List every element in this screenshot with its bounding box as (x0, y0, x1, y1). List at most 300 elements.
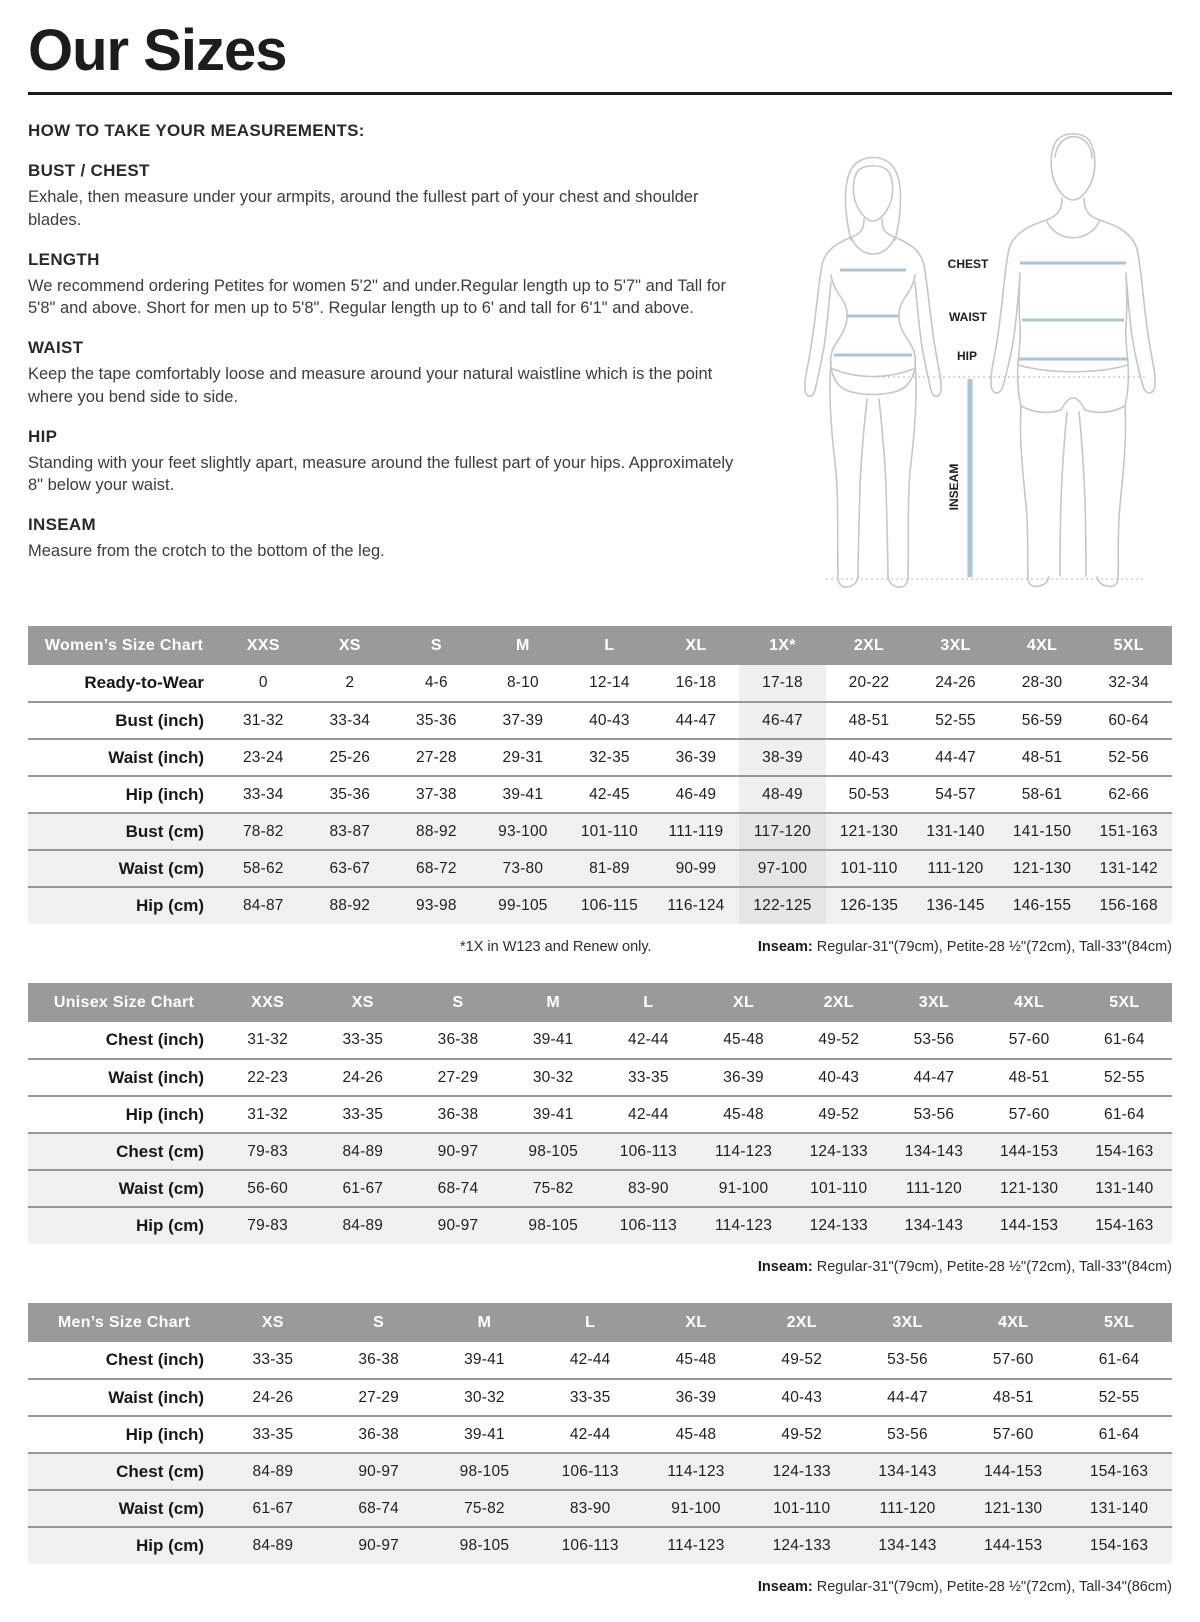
size-cell: 90-97 (437, 1217, 479, 1234)
size-cell: 63-67 (329, 859, 371, 877)
size-cell: 79-83 (247, 1217, 288, 1234)
woman-figure-outline (805, 158, 941, 588)
column-header: 2XL (791, 983, 886, 1022)
size-cell: 84-89 (252, 1462, 294, 1480)
size-cell: 52-55 (1098, 1388, 1140, 1406)
size-cell: 58-61 (1021, 785, 1063, 803)
size-cell: 56-59 (1021, 711, 1063, 729)
size-cell: 61-67 (252, 1499, 294, 1517)
inseam-note: Inseam: Regular-31"(79cm), Petite-28 ½"(72cm), Tall-33"(84cm) (757, 1259, 1172, 1275)
size-cell: 144-153 (999, 1217, 1059, 1234)
size-cell: 106-113 (619, 1142, 677, 1160)
inseam-note: Inseam: Regular-31"(79cm), Petite-28 ½"(72cm), Tall-33"(84cm) (757, 939, 1172, 955)
size-cell: 91-100 (718, 1179, 769, 1197)
column-header: XS (220, 1303, 326, 1342)
column-header: M (506, 983, 601, 1022)
column-header: XXS (220, 626, 307, 665)
size-cell: 73-80 (502, 859, 544, 877)
table-row (28, 1527, 1172, 1564)
size-cell: 44-47 (913, 1068, 955, 1086)
size-cell: 33-35 (252, 1351, 294, 1368)
size-cell: 61-64 (1104, 1105, 1145, 1123)
table-row (28, 850, 1172, 887)
size-cell: 45-48 (675, 1425, 717, 1443)
size-cell: 24-26 (935, 674, 976, 691)
size-cell: 83-87 (329, 822, 371, 840)
size-cell: 54-57 (935, 785, 976, 803)
size-cell: 90-99 (675, 859, 717, 877)
size-cell: 49-52 (781, 1425, 823, 1443)
size-cell: 126-135 (839, 897, 899, 914)
size-cell: 111-120 (927, 859, 984, 877)
womens-size-chart-block (28, 626, 1172, 955)
size-cell: 33-35 (569, 1388, 611, 1406)
column-header: XXS (220, 983, 315, 1022)
size-cell: 22-23 (247, 1068, 288, 1086)
size-cell: 39-41 (532, 1031, 574, 1048)
size-cell: 101-110 (810, 1179, 868, 1197)
section-hip (28, 427, 748, 498)
size-guide-page (0, 18, 1200, 1622)
column-header: 4XL (999, 626, 1086, 665)
size-cell: 36-38 (358, 1351, 399, 1368)
size-cell: 122-125 (739, 887, 826, 924)
title-divider (28, 92, 1172, 95)
size-cell: 68-74 (358, 1499, 399, 1517)
size-cell: 52-55 (935, 711, 976, 729)
size-cell: 106-115 (580, 897, 638, 914)
size-cell: 44-47 (887, 1388, 928, 1406)
size-cell: 40-43 (818, 1068, 860, 1086)
size-cell: 27-28 (416, 748, 457, 766)
size-cell: 134-143 (878, 1462, 937, 1480)
section-length (28, 250, 748, 321)
size-cell: 156-168 (1099, 897, 1158, 914)
column-header: 5XL (1066, 1303, 1172, 1342)
size-cell: 36-39 (675, 1388, 717, 1406)
section-body: Standing with your feet slightly apart, measure around the fullest part of your hips. Approximately 8" below your waist. (28, 453, 734, 495)
size-cell: 111-120 (879, 1499, 936, 1517)
size-cell: 79-83 (247, 1142, 288, 1160)
row-label: Bust (inch) (115, 710, 204, 730)
size-cell: 151-163 (1099, 822, 1158, 840)
size-cell: 48-51 (848, 711, 890, 729)
column-header: 2XL (749, 1303, 855, 1342)
size-cell: 134-143 (904, 1217, 964, 1234)
section-waist (28, 338, 748, 409)
size-cell: 31-32 (247, 1031, 288, 1048)
column-header: 4XL (960, 1303, 1066, 1342)
size-cell: 124-133 (772, 1462, 831, 1480)
column-header: 3XL (886, 983, 981, 1022)
column-header: XS (315, 983, 410, 1022)
section-body: Keep the tape comfortably loose and measure around your natural waistline which is the point where you bend side to side. (28, 365, 713, 406)
size-cell: 99-105 (498, 897, 548, 914)
table-row (28, 1133, 1172, 1170)
column-header: 4XL (982, 983, 1077, 1022)
size-cell: 45-48 (723, 1105, 764, 1123)
size-cell: 84-89 (342, 1217, 384, 1234)
table-row (28, 813, 1172, 850)
size-cell: 134-143 (904, 1142, 964, 1160)
table-header-row (28, 983, 1172, 1022)
table-row (28, 1059, 1172, 1096)
size-cell: 93-98 (416, 897, 457, 914)
size-cell: 36-39 (675, 748, 717, 766)
section-body: We recommend ordering Petites for women 5'2" and under.Regular length up to 5'7" and Tall for 5'8" and above. Short for men up to 5'8". Regular length up to 6' and tall for 6'1" and above. (28, 276, 726, 318)
size-cell: 88-92 (329, 897, 371, 914)
size-cell: 29-31 (502, 748, 544, 766)
size-cell: 75-82 (464, 1499, 505, 1517)
size-cell: 40-43 (781, 1388, 823, 1406)
unisex-size-chart-block (28, 983, 1172, 1275)
column-header: M (432, 1303, 538, 1342)
size-cell: 98-105 (528, 1217, 578, 1234)
size-cell: 111-119 (668, 822, 724, 840)
size-cell: 101-110 (840, 859, 898, 877)
table-row (28, 1342, 1172, 1379)
size-cell: 61-64 (1098, 1351, 1140, 1368)
column-header: 2XL (826, 626, 913, 665)
size-cell: 114-123 (667, 1537, 725, 1554)
column-header: XL (653, 626, 740, 665)
size-cell: 144-153 (984, 1537, 1043, 1554)
top-section (28, 121, 1172, 602)
table-row (28, 776, 1172, 813)
table-row (28, 1379, 1172, 1416)
size-cell: 84-87 (242, 897, 284, 914)
size-cell: 53-56 (913, 1105, 955, 1123)
column-header: 1X* (739, 626, 826, 665)
size-cell: 30-32 (464, 1388, 505, 1406)
size-cell: 97-100 (739, 850, 826, 887)
size-cell: 33-35 (628, 1068, 669, 1086)
mens-footnote (28, 1579, 1172, 1595)
column-header: 3XL (855, 1303, 961, 1342)
size-cell: 40-43 (589, 711, 630, 729)
size-cell: 27-29 (437, 1068, 479, 1086)
size-cell: 53-56 (887, 1351, 928, 1368)
size-cell: 121-130 (1012, 859, 1072, 877)
size-cell: 30-32 (532, 1068, 574, 1086)
row-label: Hip (cm) (136, 1536, 204, 1555)
section-heading: LENGTH (28, 249, 100, 269)
size-cell: 31-32 (242, 711, 284, 729)
column-header: XL (643, 1303, 749, 1342)
row-label: Hip (inch) (125, 1104, 204, 1124)
size-cell: 114-123 (667, 1462, 725, 1480)
measurement-diagram (768, 127, 1172, 602)
size-cell: 33-35 (252, 1425, 294, 1443)
size-cell: 56-60 (247, 1179, 288, 1197)
size-cell: 4-6 (424, 674, 448, 691)
size-cell: 136-145 (926, 897, 985, 914)
one-x-note: *1X in W123 and Renew only. (460, 939, 652, 955)
size-cell: 50-53 (848, 785, 890, 803)
size-cell: 131-142 (1099, 859, 1158, 877)
size-cell: 83-90 (569, 1499, 611, 1517)
size-cell: 36-39 (723, 1068, 764, 1086)
column-header: 5XL (1085, 626, 1172, 665)
size-cell: 91-100 (671, 1499, 721, 1517)
size-cell: 111-120 (905, 1179, 962, 1197)
instructions-heading: HOW TO TAKE YOUR MEASUREMENTS: (28, 121, 365, 140)
table-title: Women’s Size Chart (28, 626, 220, 665)
size-cell: 8-10 (506, 674, 539, 691)
size-cell: 84-89 (342, 1142, 384, 1160)
size-cell: 131-140 (1095, 1179, 1154, 1197)
size-cell: 117-120 (739, 813, 826, 850)
measurement-instructions (28, 121, 748, 602)
size-cell: 39-41 (502, 785, 544, 803)
womens-footnote (28, 939, 1172, 955)
table-row (28, 1096, 1172, 1133)
size-cell: 90-97 (358, 1537, 399, 1554)
size-cell: 93-100 (498, 822, 548, 840)
row-label: Hip (cm) (136, 896, 204, 915)
size-cell: 90-97 (437, 1142, 479, 1160)
size-cell: 46-49 (675, 785, 717, 803)
size-cell: 90-97 (358, 1462, 399, 1480)
waist-label: WAIST (949, 310, 987, 324)
size-cell: 37-38 (416, 785, 457, 803)
size-cell: 40-43 (848, 748, 890, 766)
column-header: XS (307, 626, 394, 665)
size-cell: 24-26 (342, 1068, 384, 1086)
size-cell: 68-72 (416, 859, 457, 877)
size-cell: 42-44 (569, 1351, 611, 1368)
size-cell: 36-38 (437, 1105, 479, 1123)
table-row (28, 1022, 1172, 1059)
section-heading: BUST / CHEST (28, 161, 150, 180)
size-cell: 81-89 (589, 859, 630, 877)
size-cell: 53-56 (913, 1031, 955, 1048)
column-header: L (537, 1303, 643, 1342)
table-header-row (28, 1303, 1172, 1342)
column-header: S (326, 1303, 432, 1342)
table-row (28, 1207, 1172, 1244)
table-row (28, 1416, 1172, 1453)
section-bust-chest (28, 161, 748, 232)
size-cell: 62-66 (1108, 785, 1149, 803)
table-row (28, 1453, 1172, 1490)
size-cell: 36-38 (358, 1425, 399, 1443)
row-label: Waist (cm) (118, 1178, 204, 1198)
table-title: Men’s Size Chart (28, 1303, 220, 1342)
size-cell: 101-110 (580, 822, 638, 840)
column-header: XL (696, 983, 791, 1022)
row-label: Chest (inch) (105, 1030, 204, 1049)
table-row (28, 665, 1172, 702)
chest-label: CHEST (947, 257, 989, 271)
row-label: Waist (inch) (108, 1387, 204, 1407)
mens-size-chart-block (28, 1303, 1172, 1595)
size-cell: 33-35 (342, 1105, 384, 1123)
section-body: Exhale, then measure under your armpits, around the fullest part of your chest and shoulder blades. (28, 188, 699, 229)
size-cell: 84-89 (252, 1537, 294, 1554)
size-cell: 98-105 (528, 1142, 578, 1160)
row-label: Chest (inch) (105, 1350, 204, 1369)
size-cell: 57-60 (992, 1351, 1034, 1368)
size-cell: 16-18 (675, 674, 717, 691)
size-cell: 33-35 (342, 1031, 384, 1048)
table-row (28, 702, 1172, 739)
size-cell: 32-35 (589, 748, 630, 766)
row-label: Waist (cm) (118, 858, 204, 878)
size-cell: 39-41 (532, 1105, 574, 1123)
body-measurement-illustration (768, 127, 1172, 597)
size-cell: 24-26 (252, 1388, 294, 1406)
row-label: Chest (cm) (116, 1141, 204, 1161)
row-label: Ready-to-Wear (84, 673, 204, 692)
size-cell: 39-41 (464, 1425, 505, 1443)
row-label: Hip (inch) (125, 1424, 204, 1444)
size-cell: 154-163 (1095, 1142, 1154, 1160)
size-cell: 114-123 (714, 1142, 773, 1160)
table-row (28, 739, 1172, 776)
size-cell: 42-44 (628, 1105, 669, 1123)
mens-size-table (28, 1303, 1172, 1564)
size-cell: 48-49 (739, 776, 826, 813)
size-cell: 33-34 (242, 785, 284, 803)
size-cell: 101-110 (773, 1499, 831, 1517)
size-cell: 49-52 (818, 1031, 860, 1048)
column-header: M (480, 626, 567, 665)
size-cell: 98-105 (459, 1537, 510, 1554)
size-cell: 61-64 (1098, 1425, 1140, 1443)
size-cell: 144-153 (984, 1462, 1043, 1480)
size-cell: 83-90 (628, 1179, 669, 1197)
size-cell: 42-44 (569, 1425, 611, 1443)
unisex-footnote (28, 1259, 1172, 1275)
size-cell: 154-163 (1089, 1462, 1149, 1480)
inseam-guide-dotted-lines (826, 377, 1146, 579)
size-cell: 25-26 (329, 748, 371, 766)
size-cell: 2 (345, 674, 355, 691)
column-header: L (601, 983, 696, 1022)
inseam-label: INSEAM (947, 463, 961, 511)
row-label: Bust (cm) (125, 821, 204, 841)
column-header: 5XL (1077, 983, 1172, 1022)
size-cell: 154-163 (1095, 1217, 1154, 1234)
size-cell: 114-123 (714, 1217, 773, 1234)
size-cell: 12-14 (589, 674, 630, 691)
size-cell: 20-22 (848, 674, 890, 691)
size-cell: 39-41 (464, 1351, 505, 1368)
size-cell: 124-133 (772, 1537, 831, 1554)
size-cell: 106-113 (619, 1217, 677, 1234)
size-cell: 106-113 (561, 1462, 619, 1480)
size-cell: 33-34 (329, 711, 371, 729)
size-cell: 58-62 (242, 859, 284, 877)
size-cell: 48-51 (1021, 748, 1063, 766)
size-cell: 116-124 (667, 897, 725, 914)
size-cell: 49-52 (781, 1351, 823, 1368)
size-cell: 60-64 (1108, 711, 1149, 729)
size-cell: 45-48 (723, 1031, 764, 1048)
table-row (28, 1490, 1172, 1527)
hip-label: HIP (956, 349, 978, 363)
row-label: Waist (inch) (108, 1067, 204, 1087)
size-cell: 121-130 (999, 1179, 1059, 1197)
size-cell: 52-55 (1104, 1068, 1145, 1086)
size-cell: 17-18 (739, 665, 826, 702)
section-heading: INSEAM (28, 515, 96, 535)
size-cell: 106-113 (561, 1537, 619, 1554)
size-cell: 35-36 (416, 711, 457, 729)
size-cell: 57-60 (1008, 1105, 1050, 1123)
size-cell: 154-163 (1089, 1537, 1149, 1554)
size-cell: 53-56 (887, 1425, 928, 1443)
size-cell: 144-153 (999, 1142, 1059, 1160)
section-body: Measure from the crotch to the bottom of the leg. (28, 542, 385, 561)
row-label: Chest (cm) (116, 1461, 204, 1481)
size-cell: 27-29 (358, 1388, 399, 1406)
size-cell: 42-44 (628, 1031, 669, 1048)
column-header: S (393, 626, 480, 665)
column-header: S (410, 983, 505, 1022)
size-cell: 42-45 (589, 785, 630, 803)
column-header: 3XL (912, 626, 999, 665)
size-cell: 134-143 (878, 1537, 937, 1554)
section-inseam (28, 515, 748, 563)
size-cell: 146-155 (1012, 897, 1072, 914)
section-heading: HIP (28, 426, 58, 446)
size-cell: 131-140 (926, 822, 985, 840)
row-label: Hip (cm) (136, 1216, 204, 1235)
size-cell: 23-24 (242, 748, 284, 766)
page-title: Our Sizes (28, 18, 287, 83)
size-cell: 48-51 (1008, 1068, 1050, 1086)
size-cell: 57-60 (1008, 1031, 1050, 1048)
size-cell: 49-52 (818, 1105, 860, 1123)
size-cell: 98-105 (459, 1462, 510, 1480)
unisex-size-table (28, 983, 1172, 1244)
size-cell: 121-130 (839, 822, 899, 840)
size-cell: 44-47 (675, 711, 717, 729)
table-header-row (28, 626, 1172, 665)
size-cell: 44-47 (935, 748, 976, 766)
size-cell: 61-67 (342, 1179, 384, 1197)
size-cell: 45-48 (675, 1351, 717, 1368)
size-cell: 35-36 (329, 785, 371, 803)
size-cell: 68-74 (437, 1179, 479, 1197)
size-cell: 46-47 (739, 702, 826, 739)
size-cell: 131-140 (1089, 1499, 1149, 1517)
womens-size-table (28, 626, 1172, 924)
row-label: Hip (inch) (125, 784, 204, 804)
size-cell: 32-34 (1108, 674, 1149, 691)
size-cell: 31-32 (247, 1105, 288, 1123)
section-heading: WAIST (28, 338, 84, 358)
size-cell: 48-51 (992, 1388, 1034, 1406)
size-cell: 78-82 (242, 822, 284, 840)
size-cell: 38-39 (739, 739, 826, 776)
size-cell: 124-133 (809, 1142, 868, 1160)
size-cell: 88-92 (416, 822, 457, 840)
size-cell: 37-39 (502, 711, 544, 729)
size-cell: 57-60 (992, 1425, 1034, 1443)
size-cell: 75-82 (532, 1179, 574, 1197)
size-cell: 61-64 (1104, 1031, 1145, 1048)
size-cell: 121-130 (984, 1499, 1043, 1517)
inseam-note: Inseam: Regular-31"(79cm), Petite-28 ½"(72cm), Tall-34"(86cm) (757, 1579, 1172, 1595)
size-cell: 28-30 (1021, 674, 1063, 691)
row-label: Waist (inch) (108, 747, 204, 767)
size-cell: 124-133 (809, 1217, 868, 1234)
size-cell: 36-38 (437, 1031, 479, 1048)
table-title: Unisex Size Chart (28, 983, 220, 1022)
